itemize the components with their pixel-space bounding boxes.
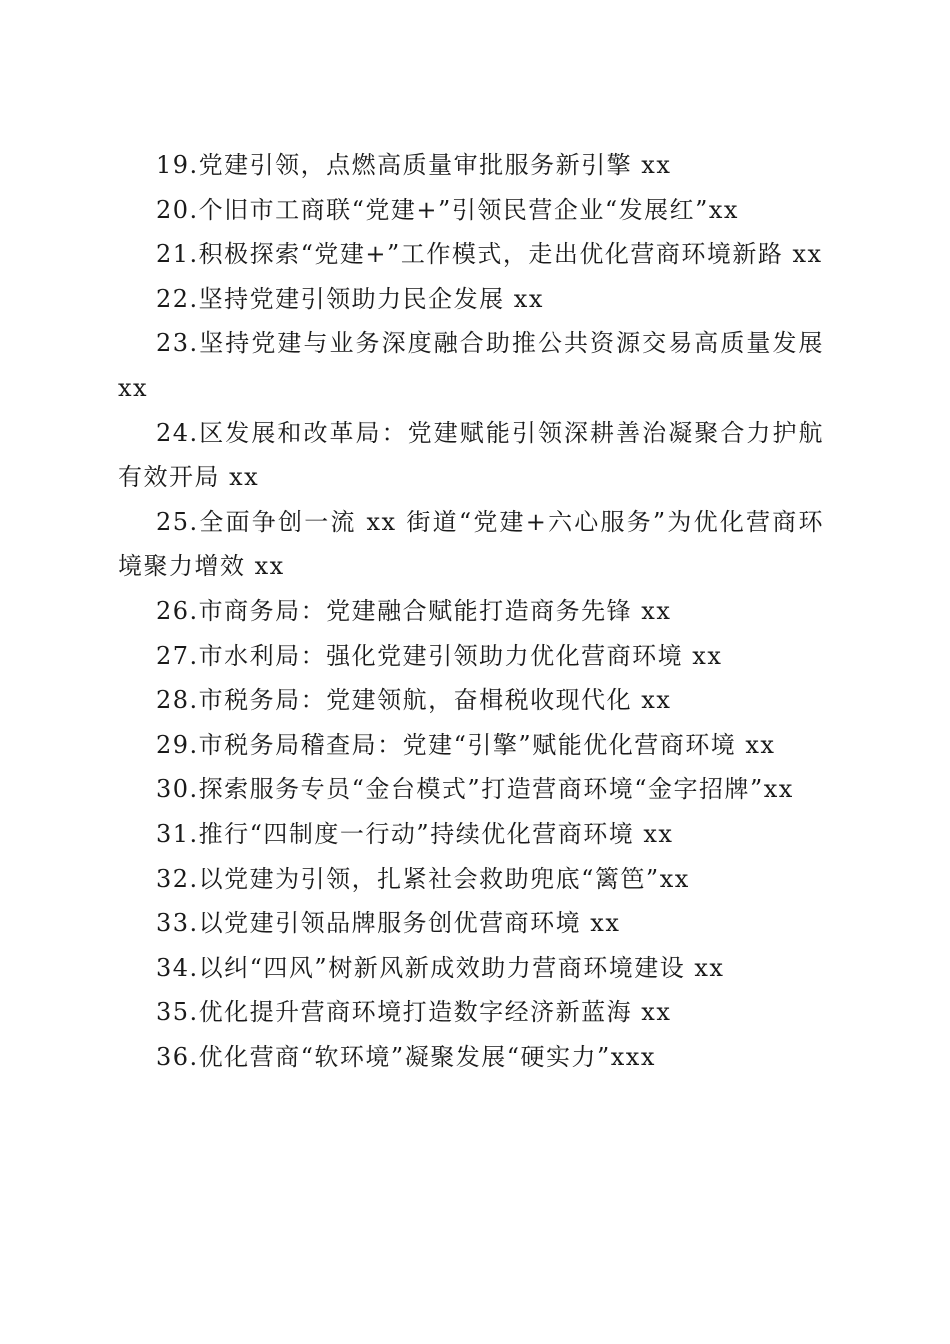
list-item: 34.以纠“四风”树新风新成效助力营商环境建设 xx — [156, 953, 725, 982]
list-item: 24.区发展和改革局：党建赋能引领深耕善治凝聚合力护航有效开局 xx — [118, 418, 824, 492]
list-item: 22.坚持党建引领助力民企发展 xx — [156, 284, 544, 313]
list-item: 30.探索服务专员“金台模式”打造营商环境“金字招牌”xx — [156, 775, 794, 804]
list-item: 32.以党建为引领，扎紧社会救助兜底“篱笆”xx — [156, 864, 690, 893]
list-item: 28.市税务局：党建领航，奋楫税收现代化 xx — [156, 686, 672, 715]
list-item: 19.党建引领，点燃高质量审批服务新引擎 xx — [156, 151, 672, 179]
list-item: 23.坚持党建与业务深度融合助推公共资源交易高质量发展 xx — [118, 329, 824, 402]
list-item: 20.个旧市工商联“党建+”引领民营企业“发展红”xx — [156, 195, 739, 224]
list-item: 27.市水利局：强化党建引领助力优化营商环境 xx — [156, 641, 723, 670]
list-item: 35.优化提升营商环境打造数字经济新蓝海 xx — [156, 998, 672, 1027]
list-item: 21.积极探索“党建+”工作模式，走出优化营商环境新路 xx — [156, 240, 823, 269]
article-list — [118, 143, 824, 1079]
list-item: 36.优化营商“软环境”凝聚发展“硬实力”xxx — [156, 1042, 656, 1071]
list-item: 25.全面争创一流 xx 街道“党建+六心服务”为优化营商环境聚力增效 xx — [118, 507, 824, 581]
list-item: 31.推行“四制度一行动”持续优化营商环境 xx — [156, 819, 674, 848]
list-item: 29.市税务局稽查局：党建“引擎”赋能优化营商环境 xx — [156, 730, 776, 759]
list-item: 33.以党建引领品牌服务创优营商环境 xx — [156, 909, 621, 938]
list-item: 26.市商务局：党建融合赋能打造商务先锋 xx — [156, 596, 672, 625]
